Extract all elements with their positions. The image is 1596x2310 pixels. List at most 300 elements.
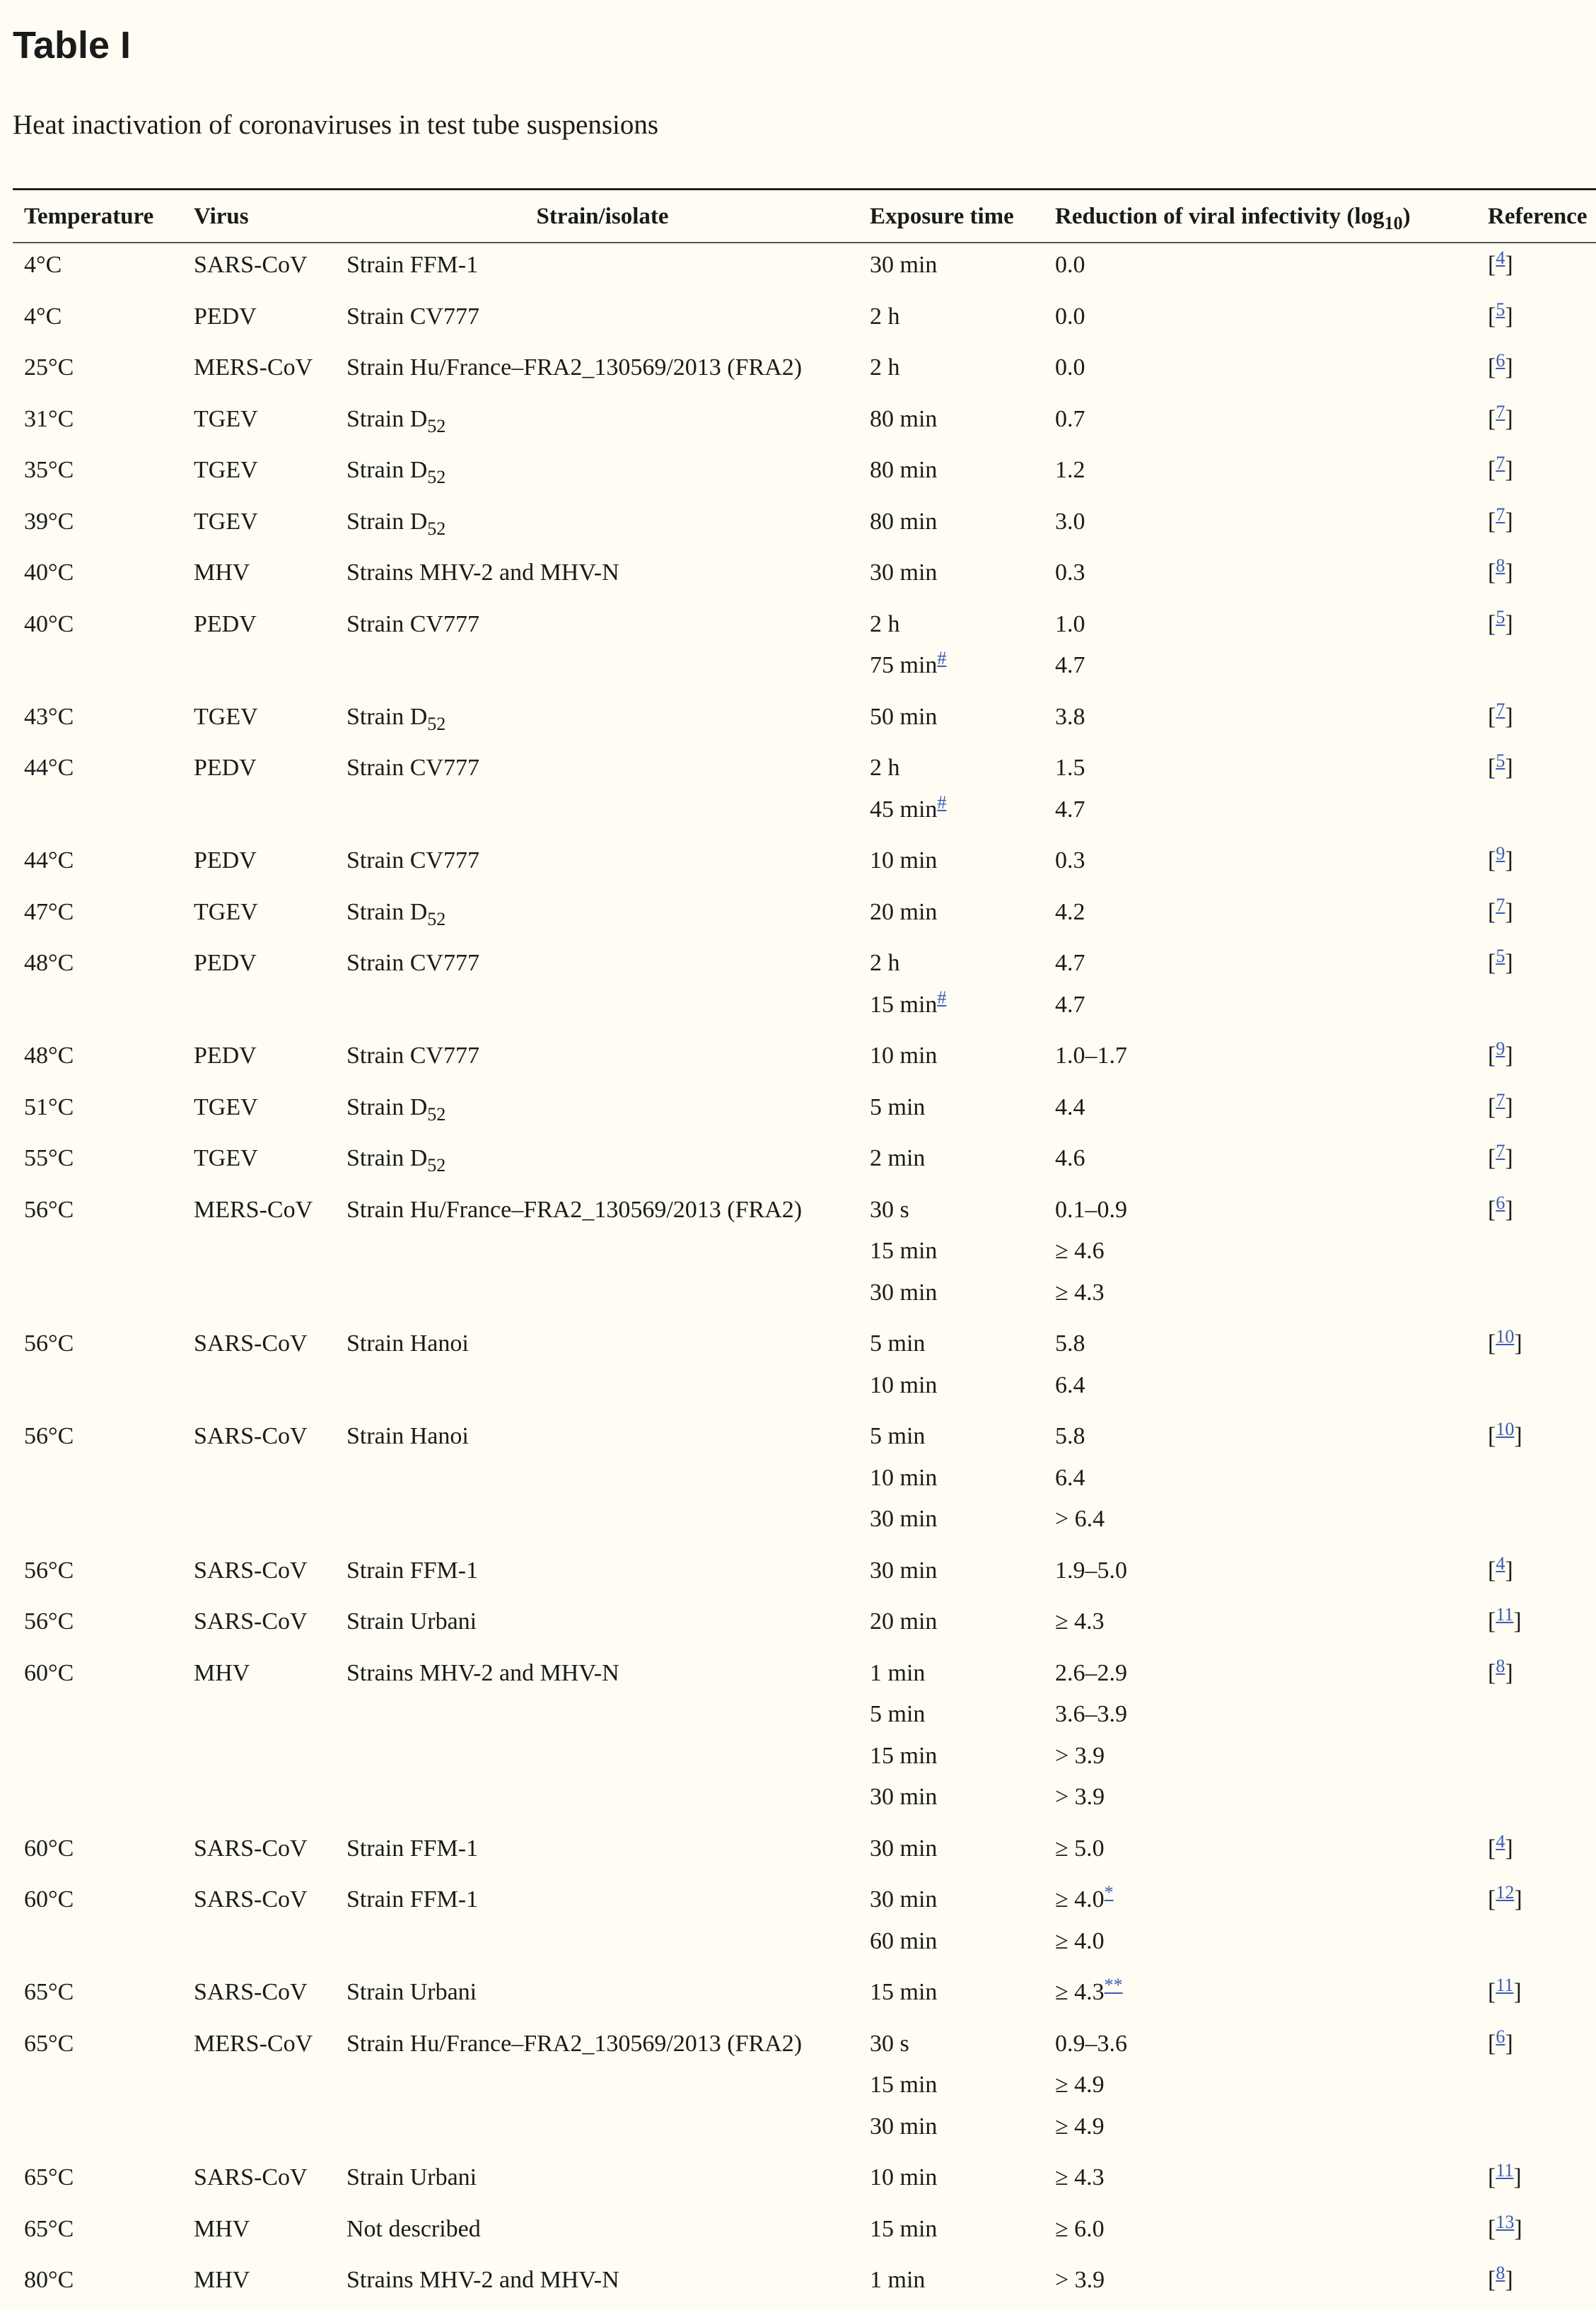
reference-link[interactable]: 7 — [1496, 699, 1505, 720]
cell-strain — [335, 687, 858, 738]
cell-strain — [335, 1694, 858, 1736]
cell-temperature — [13, 738, 182, 789]
cell-temperature — [13, 492, 182, 543]
reference-link[interactable]: 11 — [1496, 1975, 1514, 1995]
cell-virus — [182, 985, 335, 1026]
cell-strain — [335, 1180, 858, 1231]
strain-subscript: 52 — [427, 518, 446, 539]
cell-strain — [335, 1921, 858, 1963]
cell-virus — [182, 2199, 335, 2251]
cell-temperature — [13, 1777, 182, 1818]
cell-exposure-time-text: 5 min — [870, 1093, 926, 1120]
cell-virus — [182, 1272, 335, 1314]
cell-exposure-time — [858, 985, 1044, 1026]
reference-bracket-close: ] — [1505, 508, 1513, 535]
reference-link[interactable]: 6 — [1496, 350, 1505, 371]
footnote-link[interactable]: ** — [1104, 1975, 1123, 1995]
table-row — [13, 594, 1596, 646]
reference-bracket-open: [ — [1488, 2164, 1496, 2190]
table-row — [13, 1694, 1596, 1736]
footnote-link[interactable]: # — [937, 791, 947, 813]
cell-temperature-text: 60°C — [24, 1659, 74, 1686]
cell-reference — [1476, 1818, 1596, 1870]
cell-virus — [182, 2147, 335, 2199]
table-row — [13, 933, 1596, 985]
cell-exposure-time-text: 2 h — [870, 610, 900, 637]
cell-reduction — [1044, 1540, 1476, 1592]
reference-bracket-open: [ — [1488, 1043, 1496, 1069]
reference-link[interactable]: 8 — [1496, 1655, 1505, 1676]
cell-temperature — [13, 1869, 182, 1921]
cell-temperature — [13, 337, 182, 389]
cell-reference — [1476, 1458, 1596, 1499]
cell-strain-text: Strain D — [346, 405, 428, 432]
cell-temperature-text: 31°C — [24, 405, 74, 432]
cell-exposure-time — [858, 1869, 1044, 1921]
reference-link[interactable]: 4 — [1496, 248, 1505, 268]
reference-bracket-open: [ — [1488, 1093, 1496, 1120]
cell-reduction-text: 4.7 — [1055, 950, 1085, 976]
cell-reference — [1476, 1026, 1596, 1077]
reference-bracket-open: [ — [1488, 303, 1496, 330]
reference-bracket-open: [ — [1488, 457, 1496, 483]
cell-strain — [335, 2014, 858, 2065]
cell-virus-text: SARS-CoV — [194, 1557, 308, 1584]
cell-strain — [335, 1540, 858, 1592]
table-row — [13, 2106, 1596, 2148]
reference-bracket-close: ] — [1505, 354, 1513, 381]
cell-reference — [1476, 1365, 1596, 1407]
table-row — [13, 789, 1596, 831]
cell-reduction-text: 4.6 — [1055, 1145, 1085, 1171]
cell-virus — [182, 2106, 335, 2148]
cell-exposure-time-text: 30 s — [870, 1196, 909, 1223]
cell-reference — [1476, 882, 1596, 934]
table-row — [13, 389, 1596, 441]
cell-reduction — [1044, 2065, 1476, 2106]
cell-reduction — [1044, 1921, 1476, 1963]
cell-virus-text: SARS-CoV — [194, 1835, 308, 1862]
cell-reference — [1476, 286, 1596, 338]
cell-temperature — [13, 594, 182, 646]
cell-temperature — [13, 1540, 182, 1592]
cell-virus — [182, 1736, 335, 1777]
cell-virus-text: MHV — [194, 559, 250, 586]
cell-temperature — [13, 1313, 182, 1365]
cell-reduction-text: ≥ 4.9 — [1055, 2113, 1105, 2140]
reference-bracket-close: ] — [1505, 559, 1513, 586]
table-row — [13, 542, 1596, 594]
table-row — [13, 1591, 1596, 1643]
reference-bracket-open: [ — [1488, 508, 1496, 535]
table-caption: Heat inactivation of coronaviruses in test tube suspensions — [13, 110, 659, 140]
cell-temperature — [13, 2199, 182, 2251]
table-row — [13, 1406, 1596, 1458]
cell-reference — [1476, 1643, 1596, 1695]
cell-strain — [335, 389, 858, 441]
reference-link[interactable]: 7 — [1496, 894, 1505, 915]
cell-temperature — [13, 542, 182, 594]
cell-reduction-text: 0.0 — [1055, 303, 1085, 330]
cell-reference — [1476, 2106, 1596, 2148]
cell-strain — [335, 240, 858, 286]
cell-temperature-text: 65°C — [24, 2164, 74, 2190]
cell-exposure-time-text: 10 min — [870, 1043, 938, 1069]
cell-strain-text: Strain Hu/France–FRA2_130569/2013 (FRA2) — [346, 354, 803, 381]
cell-reference — [1476, 1499, 1596, 1540]
cell-reduction-text: ≥ 4.3 — [1055, 1979, 1105, 2005]
cell-exposure-time-text: 15 min — [870, 2215, 938, 2242]
table-row — [13, 1869, 1596, 1921]
reference-link[interactable]: 7 — [1496, 453, 1505, 473]
cell-virus-text: SARS-CoV — [194, 2164, 308, 2190]
cell-reference — [1476, 1180, 1596, 1231]
cell-exposure-time — [858, 1231, 1044, 1272]
cell-reduction — [1044, 2106, 1476, 2148]
reference-bracket-close: ] — [1513, 1979, 1522, 2005]
cell-virus — [182, 1499, 335, 1540]
footnote-link[interactable]: # — [937, 987, 947, 1008]
reference-link[interactable]: 11 — [1496, 2160, 1514, 2181]
cell-virus-text: SARS-CoV — [194, 1886, 308, 1913]
table-row — [13, 2065, 1596, 2106]
cell-exposure-time — [858, 2065, 1044, 2106]
reference-bracket-close: ] — [1505, 610, 1513, 637]
table-row — [13, 440, 1596, 492]
table-row — [13, 1128, 1596, 1180]
cell-reduction — [1044, 830, 1476, 882]
cell-reference — [1476, 1694, 1596, 1736]
reference-bracket-close: ] — [1505, 1557, 1513, 1584]
cell-reduction-text: 5.8 — [1055, 1423, 1085, 1449]
cell-strain — [335, 440, 858, 492]
cell-strain-text: Strain FFM-1 — [346, 1557, 479, 1584]
cell-reference — [1476, 2250, 1596, 2302]
reference-link[interactable]: 7 — [1496, 1141, 1505, 1161]
cell-reference — [1476, 1591, 1596, 1643]
cell-strain — [335, 1869, 858, 1921]
cell-reduction — [1044, 542, 1476, 594]
cell-exposure-time-text: 15 min — [870, 1979, 938, 2005]
reference-link[interactable]: 8 — [1496, 2263, 1505, 2283]
cell-strain-text: Strain Hu/France–FRA2_130569/2013 (FRA2) — [346, 2030, 803, 2057]
cell-virus — [182, 1458, 335, 1499]
cell-temperature — [13, 1591, 182, 1643]
cell-reduction-text: 0.0 — [1055, 252, 1085, 278]
cell-exposure-time — [858, 1313, 1044, 1365]
cell-reference — [1476, 1736, 1596, 1777]
cell-reduction-text: 6.4 — [1055, 1371, 1085, 1398]
cell-reduction — [1044, 1499, 1476, 1540]
cell-exposure-time-text: 10 min — [870, 847, 938, 873]
cell-temperature — [13, 2106, 182, 2148]
cell-temperature — [13, 1231, 182, 1272]
reference-link[interactable]: 6 — [1496, 1192, 1505, 1213]
cell-strain — [335, 2106, 858, 2148]
reference-bracket-open: [ — [1488, 950, 1496, 976]
cell-strain — [335, 1499, 858, 1540]
cell-exposure-time — [858, 240, 1044, 286]
cell-strain — [335, 933, 858, 985]
cell-temperature — [13, 1077, 182, 1129]
cell-reduction — [1044, 687, 1476, 738]
cell-virus — [182, 1026, 335, 1077]
cell-reduction — [1044, 492, 1476, 543]
header-reduction-text: Reduction of viral infectivity (log — [1055, 203, 1385, 229]
cell-reduction-text: 0.0 — [1055, 354, 1085, 381]
cell-temperature — [13, 645, 182, 687]
reference-bracket-open: [ — [1488, 847, 1496, 873]
cell-temperature-text: 56°C — [24, 1196, 74, 1223]
cell-exposure-time — [858, 1591, 1044, 1643]
cell-virus-text: SARS-CoV — [194, 1330, 308, 1357]
cell-reduction — [1044, 1591, 1476, 1643]
cell-strain — [335, 1231, 858, 1272]
cell-strain — [335, 492, 858, 543]
cell-temperature — [13, 240, 182, 286]
cell-reduction-text: ≥ 4.3 — [1055, 1608, 1105, 1635]
table-row — [13, 2014, 1596, 2065]
cell-reduction — [1044, 2250, 1476, 2302]
cell-strain — [335, 286, 858, 338]
cell-reduction-text: 4.4 — [1055, 1093, 1085, 1120]
reference-bracket-close: ] — [1505, 898, 1513, 925]
cell-exposure-time-text: 2 h — [870, 755, 900, 781]
cell-temperature-text: 4°C — [24, 303, 62, 330]
table-row — [13, 830, 1596, 882]
reference-bracket-open: [ — [1488, 2030, 1496, 2057]
cell-reduction — [1044, 1128, 1476, 1180]
cell-reduction — [1044, 1777, 1476, 1818]
reference-bracket-close: ] — [1505, 1196, 1513, 1223]
cell-exposure-time — [858, 337, 1044, 389]
reference-link[interactable]: 7 — [1496, 504, 1505, 525]
cell-reduction-text: 0.1–0.9 — [1055, 1196, 1127, 1223]
cell-exposure-time-text: 30 min — [870, 1784, 938, 1810]
cell-reduction — [1044, 1272, 1476, 1314]
cell-virus — [182, 830, 335, 882]
cell-temperature-text: 56°C — [24, 1557, 74, 1584]
reference-bracket-open: [ — [1488, 1145, 1496, 1171]
cell-strain — [335, 2199, 858, 2251]
cell-reference — [1476, 440, 1596, 492]
cell-temperature — [13, 440, 182, 492]
reference-link[interactable]: 5 — [1496, 750, 1505, 771]
cell-exposure-time — [858, 1026, 1044, 1077]
reference-link[interactable]: 5 — [1496, 606, 1505, 627]
cell-reduction-text: ≥ 4.3 — [1055, 1279, 1105, 1306]
cell-reduction — [1044, 1406, 1476, 1458]
cell-temperature — [13, 1736, 182, 1777]
cell-temperature-text: 40°C — [24, 610, 74, 637]
cell-reduction-text: 5.8 — [1055, 1330, 1085, 1357]
cell-virus-text: PEDV — [194, 1043, 257, 1069]
table-row — [13, 2199, 1596, 2251]
reference-bracket-close: ] — [1505, 755, 1513, 781]
reference-link[interactable]: 5 — [1496, 298, 1505, 320]
cell-reduction-text: ≥ 4.9 — [1055, 2072, 1105, 2098]
table-row — [13, 2250, 1596, 2302]
reference-bracket-open: [ — [1488, 755, 1496, 781]
cell-strain — [335, 1777, 858, 1818]
cell-temperature-text: 80°C — [24, 2267, 74, 2293]
reference-link[interactable]: 13 — [1496, 2211, 1515, 2232]
cell-strain — [335, 337, 858, 389]
reference-bracket-open: [ — [1488, 1330, 1496, 1357]
cell-reduction-text: 3.0 — [1055, 508, 1085, 535]
cell-reduction-text: 1.5 — [1055, 755, 1085, 781]
reference-bracket-open: [ — [1488, 405, 1496, 432]
reference-bracket-open: [ — [1488, 2267, 1496, 2293]
cell-reference — [1476, 985, 1596, 1026]
cell-exposure-time — [858, 2199, 1044, 2251]
header-virus: Virus — [194, 203, 249, 229]
cell-temperature-text: 56°C — [24, 1423, 74, 1449]
footnote-link[interactable]: # — [937, 648, 947, 668]
cell-strain — [335, 1591, 858, 1643]
cell-strain-text: Strain CV777 — [346, 847, 479, 873]
strain-subscript: 52 — [427, 908, 446, 929]
cell-reduction — [1044, 1818, 1476, 1870]
cell-reduction — [1044, 1736, 1476, 1777]
cell-reduction-text: > 3.9 — [1055, 2267, 1105, 2293]
cell-temperature-text: 48°C — [24, 950, 74, 976]
cell-virus — [182, 789, 335, 831]
cell-strain-text: Strain D — [346, 1145, 428, 1171]
reference-link[interactable]: 4 — [1496, 1552, 1505, 1574]
cell-virus — [182, 1128, 335, 1180]
table-row — [13, 687, 1596, 738]
cell-temperature — [13, 1458, 182, 1499]
cell-exposure-time — [858, 1406, 1044, 1458]
cell-strain-text: Strains MHV-2 and MHV-N — [346, 2267, 619, 2293]
heat-inactivation-table — [13, 192, 1596, 2302]
reference-bracket-open: [ — [1488, 1979, 1496, 2005]
cell-temperature — [13, 1026, 182, 1077]
cell-strain-text: Strain Urbani — [346, 2164, 477, 2190]
cell-strain-text: Strain CV777 — [346, 755, 479, 781]
cell-virus — [182, 1921, 335, 1963]
cell-strain-text: Strains MHV-2 and MHV-N — [346, 559, 619, 586]
reference-bracket-open: [ — [1488, 252, 1496, 278]
reference-link[interactable]: 11 — [1496, 1604, 1514, 1625]
table-row — [13, 1231, 1596, 1272]
reference-link[interactable]: 7 — [1496, 1089, 1505, 1110]
cell-exposure-time-text: 75 min — [870, 652, 938, 678]
table-figure — [13, 20, 1596, 2293]
cell-reference — [1476, 2014, 1596, 2065]
cell-virus-text: SARS-CoV — [194, 1423, 308, 1449]
cell-temperature — [13, 1365, 182, 1407]
cell-strain — [335, 1406, 858, 1458]
reference-bracket-close: ] — [1505, 1043, 1513, 1069]
reference-link[interactable]: 10 — [1496, 1326, 1515, 1347]
cell-virus — [182, 1180, 335, 1231]
cell-exposure-time — [858, 542, 1044, 594]
cell-exposure-time-text: 80 min — [870, 457, 938, 483]
cell-exposure-time-text: 30 min — [870, 2113, 938, 2140]
reference-bracket-open: [ — [1488, 559, 1496, 586]
table-body — [13, 240, 1596, 2302]
cell-temperature — [13, 1128, 182, 1180]
cell-reference — [1476, 1406, 1596, 1458]
cell-exposure-time — [858, 645, 1044, 687]
cell-virus — [182, 687, 335, 738]
cell-strain-text: Strain Hanoi — [346, 1423, 469, 1449]
cell-virus — [182, 594, 335, 646]
cell-strain-text: Strain CV777 — [346, 950, 479, 976]
cell-strain — [335, 1643, 858, 1695]
cell-exposure-time-text: 45 min — [870, 796, 938, 823]
cell-exposure-time — [858, 1921, 1044, 1963]
cell-exposure-time-text: 30 s — [870, 2030, 909, 2057]
cell-temperature — [13, 1818, 182, 1870]
table-row — [13, 492, 1596, 543]
strain-subscript: 52 — [427, 467, 446, 487]
reference-link[interactable]: 9 — [1496, 1038, 1505, 1059]
cell-temperature — [13, 286, 182, 338]
reference-bracket-open: [ — [1488, 1196, 1496, 1223]
reference-link[interactable]: 10 — [1496, 1419, 1515, 1439]
cell-virus — [182, 440, 335, 492]
reference-bracket-open: [ — [1488, 1659, 1496, 1686]
cell-virus-text: PEDV — [194, 755, 257, 781]
cell-temperature-text: 55°C — [24, 1145, 74, 1171]
cell-temperature — [13, 985, 182, 1026]
reference-link[interactable]: 7 — [1496, 401, 1505, 422]
cell-exposure-time-text: 2 min — [870, 1145, 926, 1171]
cell-virus — [182, 1643, 335, 1695]
reference-bracket-open: [ — [1488, 1835, 1496, 1862]
cell-reference — [1476, 1128, 1596, 1180]
cell-exposure-time — [858, 1962, 1044, 2014]
reference-link[interactable]: 12 — [1496, 1882, 1515, 1903]
cell-reduction — [1044, 738, 1476, 789]
cell-exposure-time-text: 2 h — [870, 950, 900, 976]
cell-exposure-time — [858, 1540, 1044, 1592]
cell-reduction — [1044, 1077, 1476, 1129]
reference-link[interactable]: 8 — [1496, 555, 1505, 576]
strain-subscript: 52 — [427, 1155, 446, 1176]
cell-temperature — [13, 2147, 182, 2199]
cell-strain — [335, 1128, 858, 1180]
cell-exposure-time — [858, 492, 1044, 543]
reference-bracket-close: ] — [1505, 457, 1513, 483]
cell-virus-text: TGEV — [194, 405, 258, 432]
reference-link[interactable]: 4 — [1496, 1830, 1505, 1852]
reference-link[interactable]: 6 — [1496, 2026, 1505, 2047]
cell-exposure-time-text: 15 min — [870, 1238, 938, 1264]
cell-exposure-time — [858, 1818, 1044, 1870]
cell-virus — [182, 738, 335, 789]
cell-reduction-text: 3.8 — [1055, 703, 1085, 730]
cell-strain-text: Strain FFM-1 — [346, 1886, 479, 1913]
cell-temperature — [13, 389, 182, 441]
cell-reduction-text: 4.7 — [1055, 652, 1085, 678]
cell-reduction-text: 4.7 — [1055, 796, 1085, 823]
footnote-link[interactable]: * — [1104, 1882, 1114, 1903]
cell-strain-text: Strain D — [346, 898, 428, 925]
reference-link[interactable]: 9 — [1496, 843, 1505, 864]
cell-strain — [335, 2065, 858, 2106]
header-temperature: Temperature — [24, 203, 154, 229]
cell-reference — [1476, 492, 1596, 543]
cell-reduction — [1044, 933, 1476, 985]
cell-strain — [335, 882, 858, 934]
cell-virus — [182, 1313, 335, 1365]
cell-strain — [335, 789, 858, 831]
reference-link[interactable]: 5 — [1496, 946, 1505, 966]
